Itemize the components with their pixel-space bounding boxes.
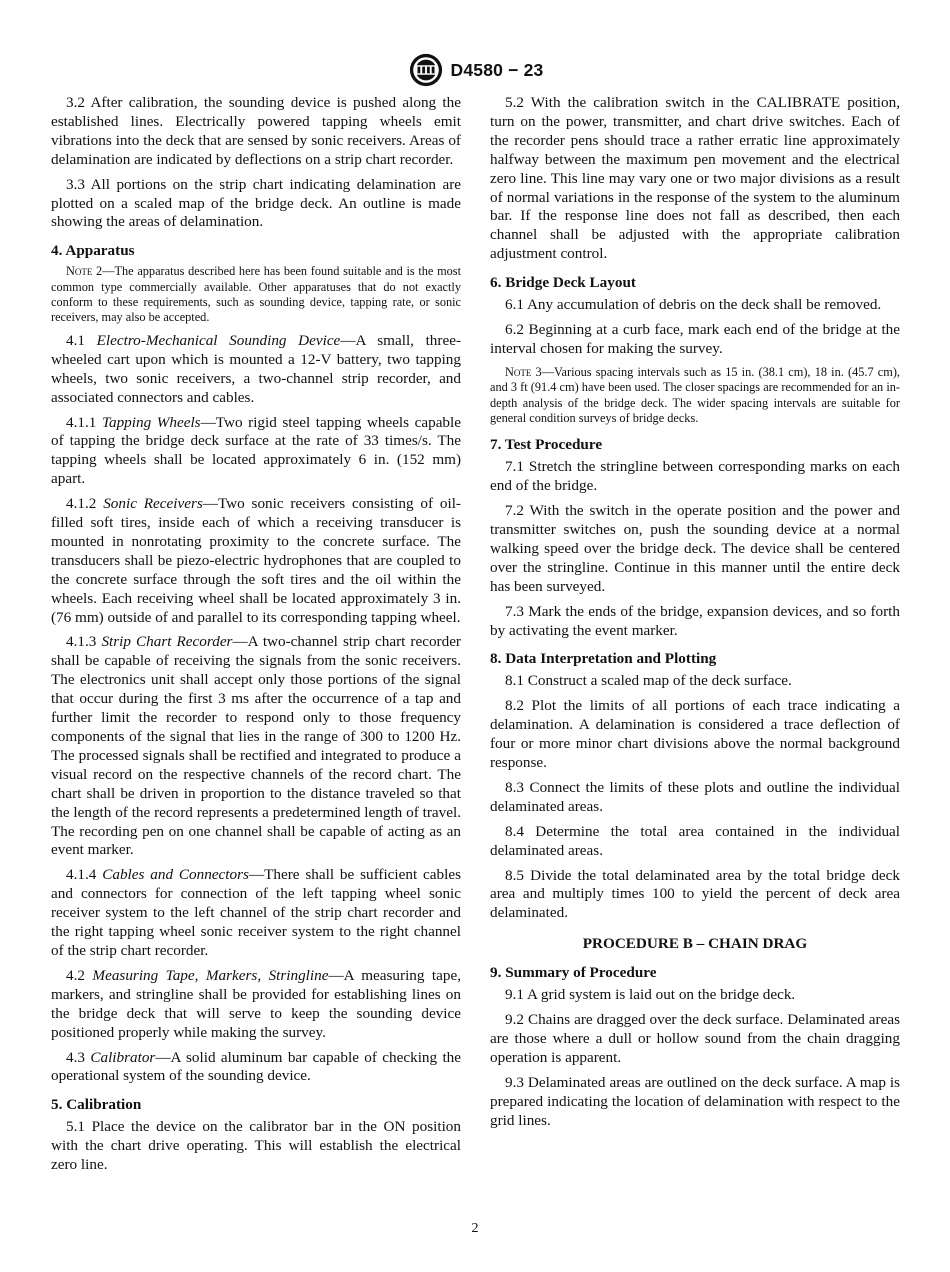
paragraph-number: 4.1.4	[66, 866, 97, 884]
note-2	[51, 264, 461, 326]
note-2-text: —The apparatus described here has been found suitable and is the most common type commercially available. Other apparatuses that do not exactly conform to these requirements, such as sounding device, tapping rate, or sonic receivers, may also be accepted.	[51, 264, 461, 325]
defined-term: Cables and Connectors	[102, 866, 249, 884]
paragraph-number: 4.3	[66, 1048, 85, 1066]
paragraph-8-3: 8.3 Connect the limits of these plots and outline the individual delaminated areas.	[490, 778, 900, 815]
paragraph-8-1: 8.1 Construct a scaled map of the deck surface.	[505, 672, 792, 690]
paragraph-8-4: 8.4 Determine the total area contained in the individual delaminated areas.	[490, 822, 900, 859]
paragraph-5-1: 5.1 Place the device on the calibrator bar in the ON position with the chart drive operating. This will establish the electrical zero line.	[51, 1118, 461, 1174]
paragraph-4-1-3	[51, 633, 461, 860]
paragraph-number: 4.1	[66, 331, 85, 349]
paragraph-9-2: 9.2 Chains are dragged over the deck surface. Delaminated areas are those where a dull or hollow sound from the chain dragging operation is apparent.	[490, 1010, 900, 1066]
paragraph-4-1-2	[51, 495, 461, 627]
defined-term: Electro-Mechanical Sounding Device	[96, 331, 341, 349]
defined-term: Measuring Tape, Markers, Stringline	[92, 966, 329, 984]
section-7-heading: 7. Test Procedure	[490, 436, 603, 454]
paragraph-4-3	[51, 1049, 461, 1087]
paragraph-9-1: 9.1 A grid system is laid out on the bridge deck.	[505, 986, 796, 1004]
procedure-b-heading: PROCEDURE B – CHAIN DRAG	[582, 935, 808, 953]
paragraph-number: 4.1.2	[66, 495, 97, 513]
paragraph-text: —A solid aluminum bar capable of checking the operational system of the sounding device.	[51, 1048, 462, 1085]
two-column-body	[51, 94, 900, 1181]
paragraph-4-1-4	[51, 866, 461, 961]
paragraph-text: —A two-channel strip chart recorder shall be capable of receiving the signals from the sonic receivers. The electronics unit shall accept only those portions of the signal that occur during the first 3 ms after the occurrence of a tap and further limit the recorder to respond only to those frequency components of the signal that lies in the range of 300 to 1200 Hz. The processed signals shall be rectified and integrated to produce a visual record on the respective channels of the record chart. The chart shall be driven in proportion to the distance traveled so that the length of the record represents a predetermined length of travel. The recording pen on one channel shall be capable of acting as an event marker.	[51, 633, 461, 859]
paragraph-8-5: 8.5 Divide the total delaminated area by the total bridge deck area and multiply times 100 to yield the percent of deck area delaminated.	[490, 866, 900, 922]
page-number: 2	[471, 1221, 479, 1236]
paragraph-number: 4.1.1	[66, 413, 97, 431]
paragraph-7-2: 7.2 With the switch in the operate position and the power and transmitter switches on, push the sounding device at a normal walking speed over the bridge deck. The device shall be centered over the stringline. Continue in this manner until the entire deck has been surveyed.	[490, 502, 900, 595]
section-9-heading: 9. Summary of Procedure	[490, 964, 657, 982]
astm-logo-icon	[407, 52, 445, 88]
defined-term: Tapping Wheels	[101, 413, 201, 431]
paragraph-text: —Two sonic receivers consisting of oil-filled soft tires, inside each of which a receiving transducer is mounted in nonrotating proximity to the concrete surface. The transducers shall be piezo-electric hydrophones that are coupled to the concrete surface through the soft tires and the oil within the wheels. Each receiving wheel shall be located approximately 3 in. (76 mm) outside of and parallel to its corresponding tapping wheel.	[51, 495, 461, 626]
paragraph-9-3: 9.3 Delaminated areas are outlined on the deck surface. A map is prepared indicating the location of delamination with respect to the grid lines.	[490, 1073, 900, 1129]
paragraph-8-2: 8.2 Plot the limits of all portions of each trace indicating a delamination. A delamination is considered a trace deflection of four or more minor chart divisions above the normal background response.	[490, 697, 900, 771]
paragraph-6-1: 6.1 Any accumulation of debris on the deck shall be removed.	[505, 296, 882, 314]
section-8-heading: 8. Data Interpretation and Plotting	[490, 650, 717, 668]
paragraph-text: —A measuring tape, markers, and stringline shall be provided for establishing lines on the bridge deck that will serve to keep the sounding device positioned properly while making the survey.	[51, 966, 462, 1041]
note-3	[490, 365, 900, 427]
paragraph-4-1	[51, 332, 461, 408]
paragraph-text: —A small, three-wheeled cart upon which is mounted a 12-V battery, two tapping wheels, two sonic receivers, a two-channel strip recorder, and associated connectors and cables.	[51, 331, 462, 406]
paragraph-4-2	[51, 967, 461, 1043]
paragraph-4-1-1	[51, 414, 461, 490]
paragraph-5-2: 5.2 With the calibration switch in the CALIBRATE position, turn on the power, transmitter, and chart drive switches. Each of the recorder pens should trace a rather erratic line approximately halfway between the maximum pen movement and the electrical zero line. This line may vary one or two major divisions as a result of normal variations in the response of the system to the aluminum bar. If the response line does not fall as described, then each channel shall be adjusted with the appropriate calibration adjustment control.	[490, 94, 900, 263]
section-5-heading: 5. Calibration	[51, 1096, 142, 1114]
right-column	[490, 94, 900, 1181]
paragraph-3-3: 3.3 All portions on the strip chart indicating delamination are plotted on a scaled map of the bridge deck. An outline is made showing the areas of delamination.	[51, 175, 461, 231]
note-3-text: —Various spacing intervals such as 15 in. (38.1 cm), 18 in. (45.7 cm), and 3 ft (91.4 cm) have been used. The closer spacings are recommended for an in-depth analysis of the bridge deck. The wider spacing intervals are suitable for general condition surveys of bridge decks.	[490, 364, 900, 425]
paragraph-7-3: 7.3 Mark the ends of the bridge, expansion devices, and so forth by activating the event marker.	[490, 602, 900, 639]
section-6-heading: 6. Bridge Deck Layout	[490, 274, 636, 292]
defined-term: Calibrator	[90, 1048, 156, 1066]
defined-term: Strip Chart Recorder	[101, 633, 233, 651]
note-3-label: Note 3	[505, 364, 542, 379]
paragraph-7-1: 7.1 Stretch the stringline between corresponding marks on each end of the bridge.	[490, 458, 900, 495]
paragraph-number: 4.1.3	[66, 633, 97, 651]
section-4-heading: 4. Apparatus	[51, 242, 135, 260]
page-header	[0, 52, 950, 88]
designation: D4580 − 23	[450, 59, 544, 80]
paragraph-3-2: 3.2 After calibration, the sounding device is pushed along the established lines. Electrically powered tapping wheels emit vibrations into the deck that are sensed by sonic receivers. Areas of delamination are indicated by deflections on a strip chart recorder.	[51, 94, 461, 168]
paragraph-text: —Two rigid steel tapping wheels capable of tapping the bridge deck surface at the rate of 33 times/s. The tapping wheels shall be located approximately 6 in. (152 mm) apart.	[51, 413, 461, 488]
paragraph-number: 4.2	[66, 966, 85, 984]
note-2-label: Note 2	[66, 264, 103, 279]
left-column	[51, 94, 461, 1181]
paragraph-text: —There shall be sufficient cables and connectors for connection of the left tapping wheel sonic receiver system to the left channel of the strip chart recorder and the right tapping wheel sonic receiver system to the right channel of the strip chart recorder.	[51, 866, 461, 959]
paragraph-6-2: 6.2 Beginning at a curb face, mark each end of the bridge at the interval chosen for making the survey.	[490, 320, 900, 357]
defined-term: Sonic Receivers	[103, 495, 203, 513]
